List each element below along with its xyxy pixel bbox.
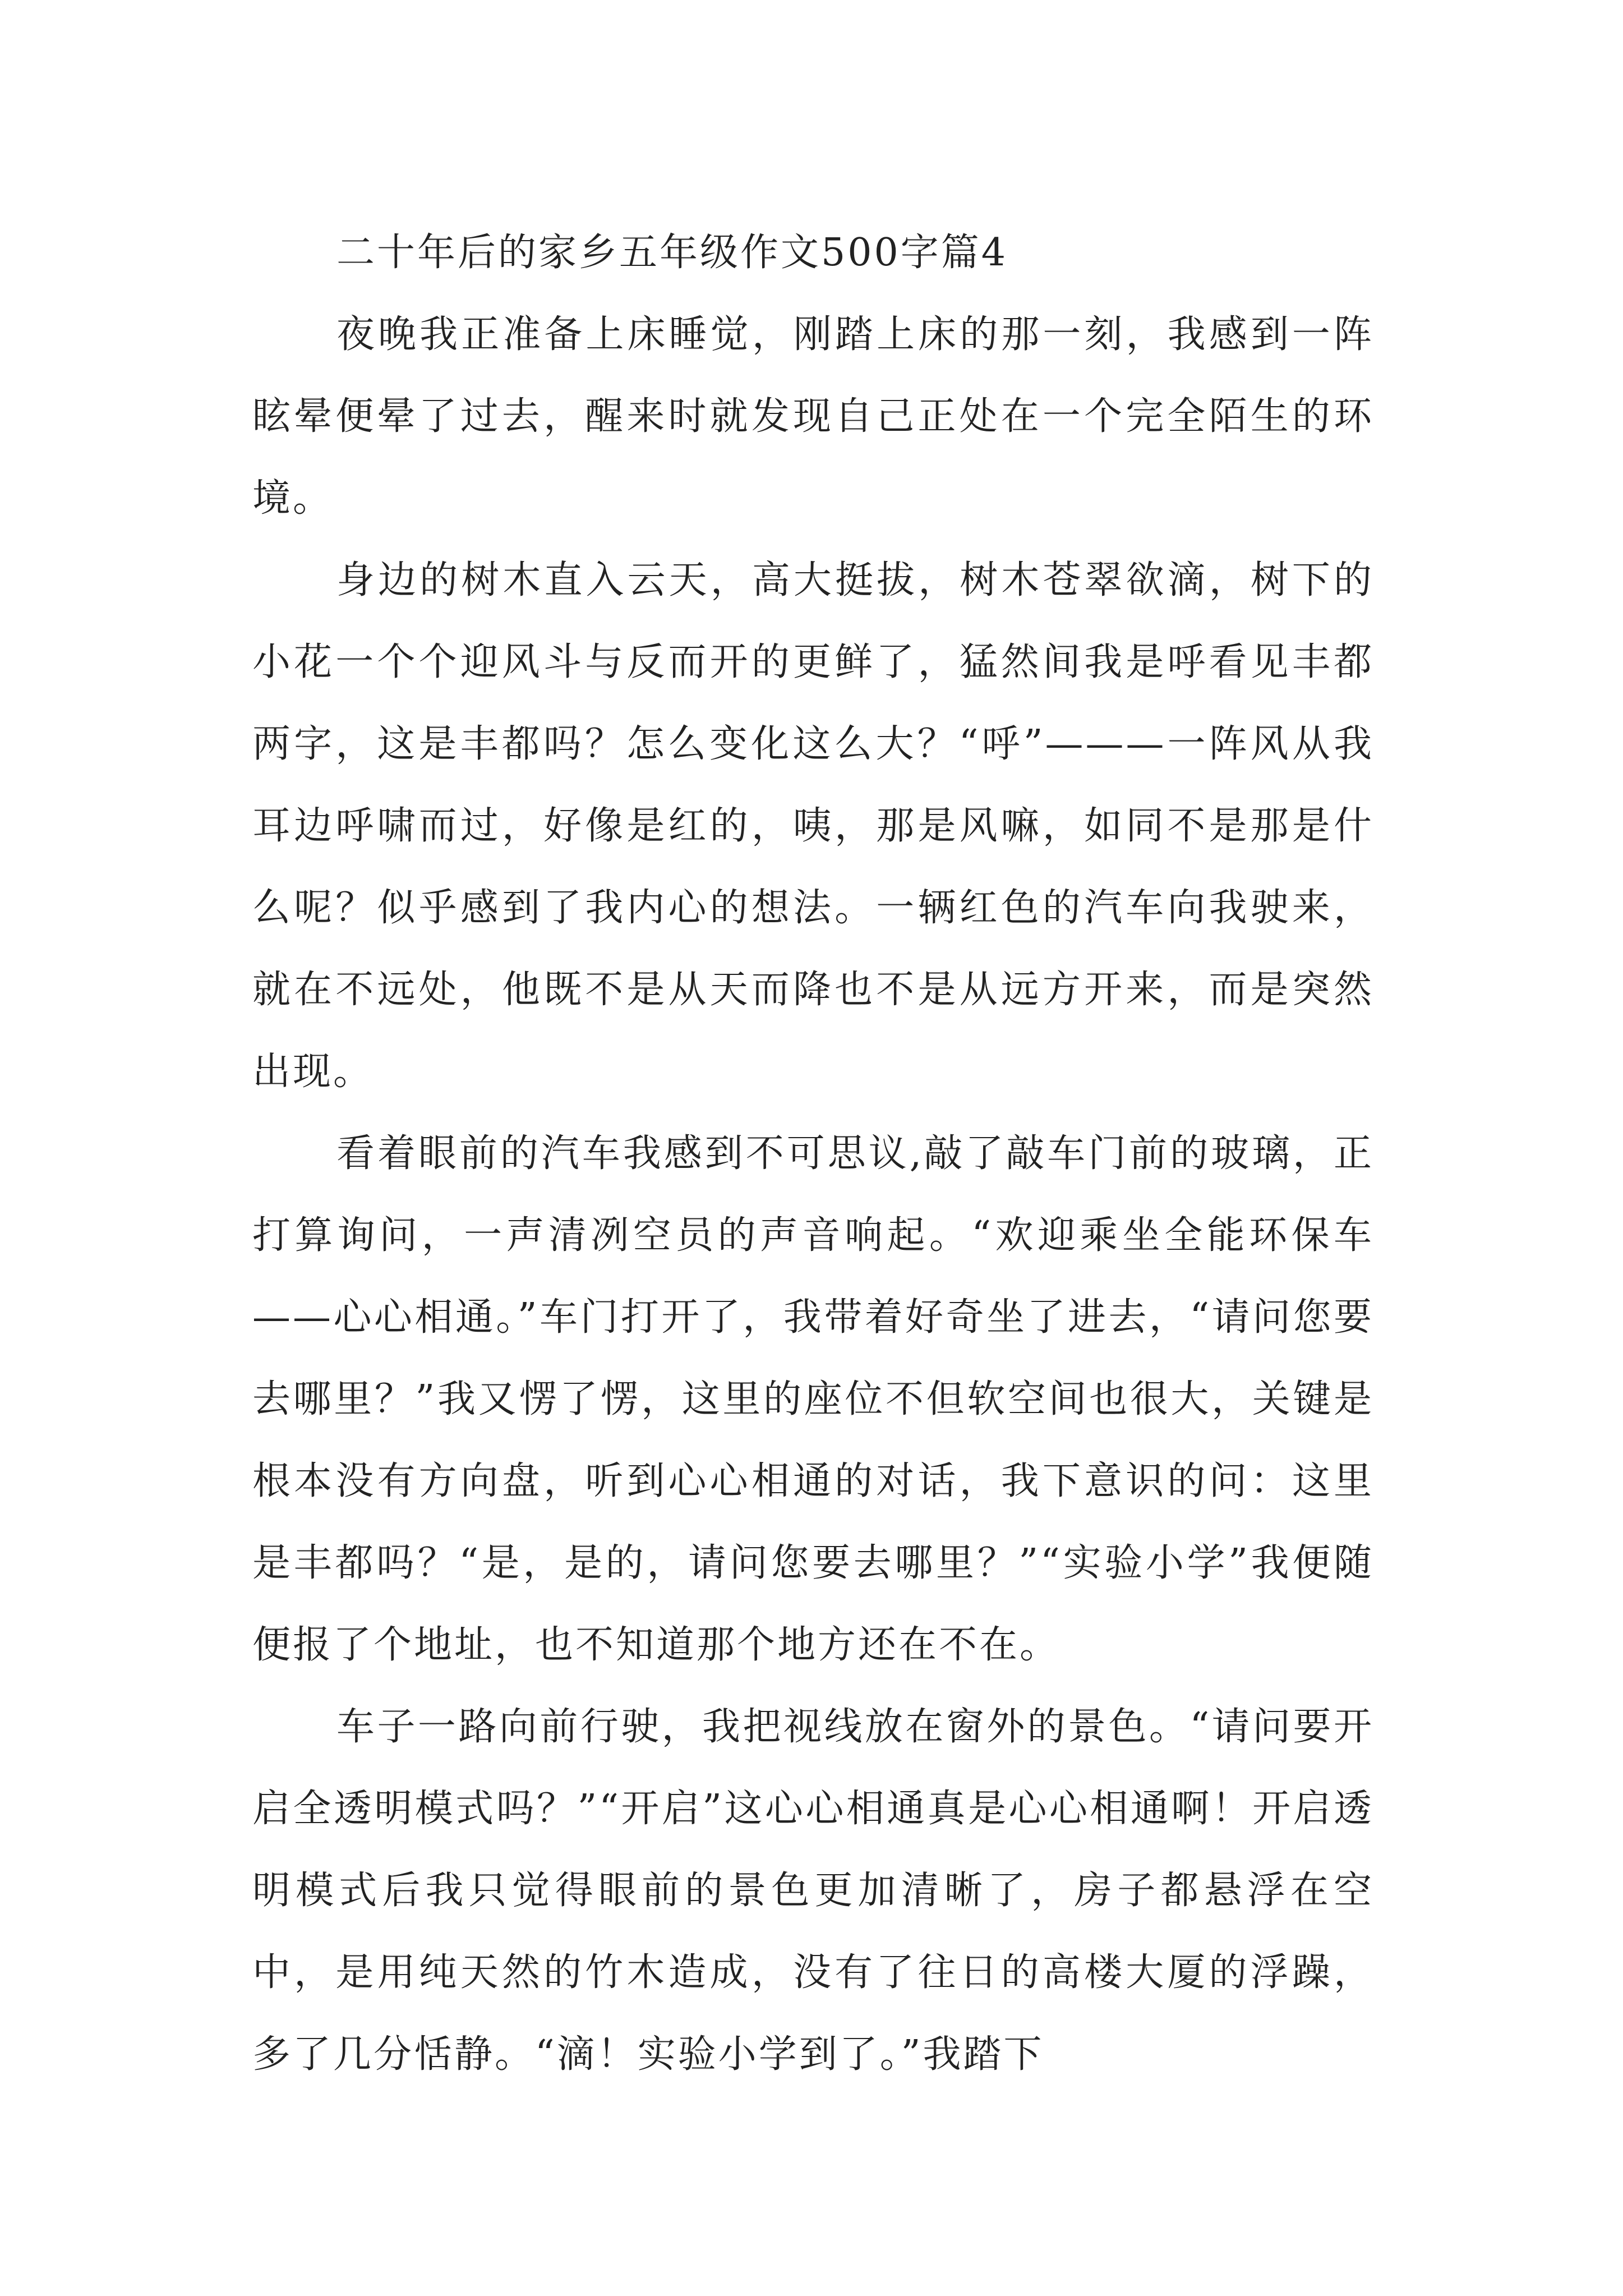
- essay-title: 二十年后的家乡五年级作文500字篇4: [336, 231, 1008, 275]
- document-body: [252, 212, 1374, 2096]
- paragraph-3: 看着眼前的汽车我感到不可思议,敲了敲车门前的玻璃，正打算询问，一声清冽空员的声音响起。“欢迎乘坐全能环保车——心心相通。”车门打开了，我带着好奇坐了进去，“请问您要去哪里？”我又愣了愣，这里的座位不但软空间也很大，关键是根本没有方向盘，听到心心相通的对话，我下意识的问：这里是丰都吗？“是，是的，请问您要去哪里？”“实验小学”我便随便报了个地址，也不知道那个地方还在不在。: [252, 1131, 1374, 1667]
- paragraph-1: 夜晚我正准备上床睡觉，刚踏上床的那一刻，我感到一阵眩晕便晕了过去，醒来时就发现自己正处在一个完全陌生的环境。: [252, 312, 1374, 521]
- paragraph-4: 车子一路向前行驶，我把视线放在窗外的景色。“请问要开启全透明模式吗？”“开启”这心心相通真是心心相通啊！开启透明模式后我只觉得眼前的景色更加清晰了，房子都悬浮在空中，是用纯天然的竹木造成，没有了往日的高楼大厦的浮躁，多了几分恬静。“滴！实验小学到了。”我踏下: [252, 1705, 1374, 2077]
- paragraph-2: 身边的树木直入云天，高大挺拔，树木苍翠欲滴，树下的小花一个个迎风斗与反而开的更鲜了，猛然间我是呼看见丰都两字，这是丰都吗？怎么变化这么大？“呼”———一阵风从我耳边呼啸而过，好像是红的，咦，那是风嘛，如同不是那是什么呢？似乎感到了我内心的想法。一辆红色的汽车向我驶来，就在不远处，他既不是从天而降也不是从远方开来，而是突然出现。: [252, 558, 1374, 1094]
